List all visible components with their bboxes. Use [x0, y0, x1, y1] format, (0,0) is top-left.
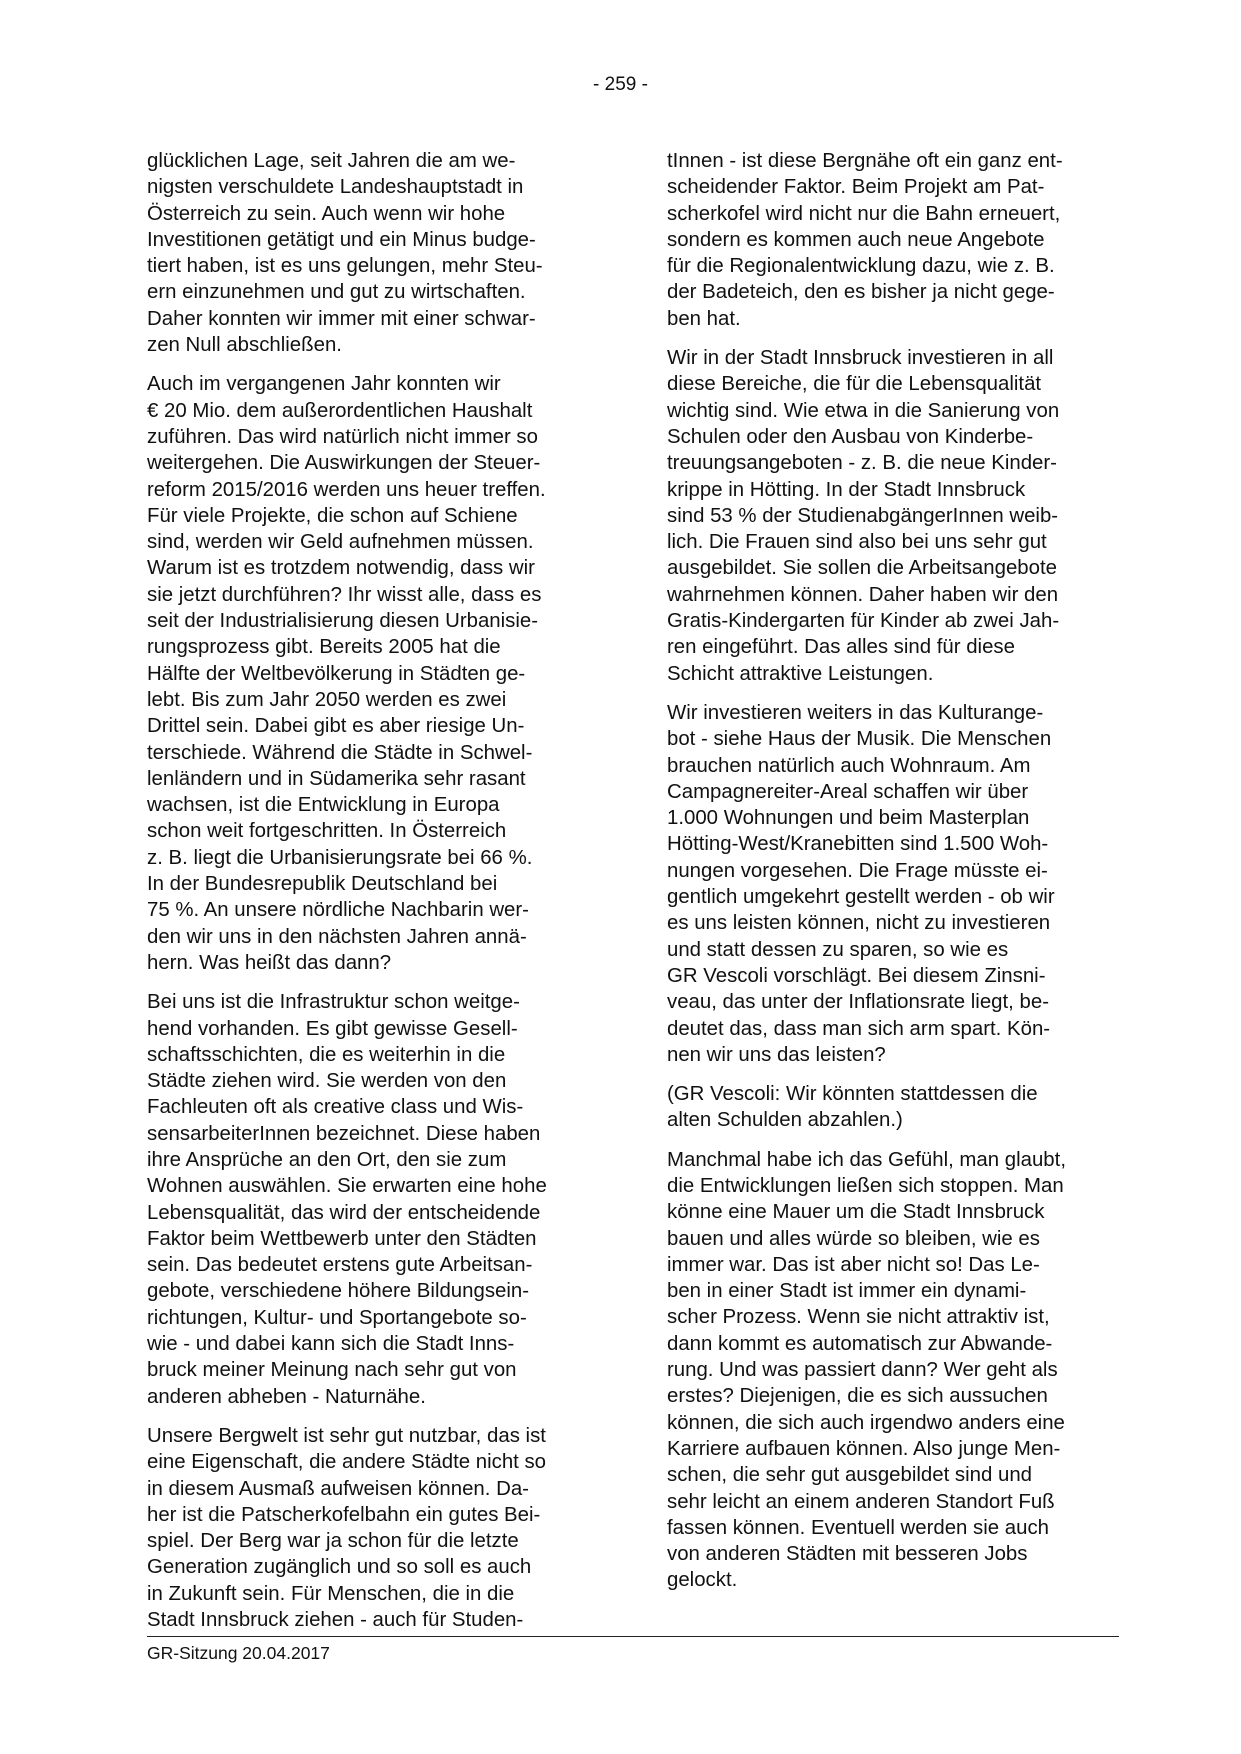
paragraph: Auch im vergangenen Jahr konnten wir € 20 Mio. dem außerordentlichen Haushalt zuführen. Das wird natürlich nicht immer so weitergehen. Die Auswirkungen der Steuer- reform 2015/2016 werden uns heuer treffen. Für viele Projekte, die schon auf Schiene sind, werden wir Geld aufnehmen müssen. Warum ist es trotzdem notwendig, dass wir sie jetzt durchführen? Ihr wisst alle, dass es seit der Industrialisierung diesen Urbanisie- rungsprozess gibt. Bereits 2005 hat die Hälfte der Weltbevölkerung in Städten ge- lebt. Bis zum Jahr 2050 werden es zwei Drittel sein. Dabei gibt es aber riesige Un- terschiede. Während die Städte in Schwel- lenländern und in Südamerika sehr rasant wachsen, ist die Entwicklung in Europa schon weit fortgeschritten. In Österreich z. B. liegt die Urbanisierungsrate bei 66 %. In der Bundesrepublik Deutschland bei 75 %. An unsere nördliche Nachbarin wer- den wir uns in den nächsten Jahren annä- hern. Was heißt das dann? [147, 373, 546, 974]
paragraph: tInnen - ist diese Bergnähe oft ein ganz ent- scheidender Faktor. Beim Projekt am Pat- scherkofel wird nicht nur die Bahn erneuert, sondern es kommen auch neue Angebote für die Regionalentwicklung dazu, wie z. B. der Badeteich, den es bisher ja nicht gege- ben hat. [667, 150, 1063, 330]
paragraph: Manchmal habe ich das Gefühl, man glaubt, die Entwicklungen ließen sich stoppen. Man könne eine Mauer um die Stadt Innsbruck bauen und alles würde so bleiben, wie es immer war. Das ist aber nicht so! Das Le- ben in einer Stadt ist immer ein dynami- scher Prozess. Wenn sie nicht attraktiv ist, dann kommt es automatisch zur Abwande- rung. Und was passiert dann? Wer geht als erstes? Diejenigen, die es sich aussuchen können, die sich auch irgendwo anders eine Karriere aufbauen können. Also junge Men- schen, die sehr gut ausgebildet sind und sehr leicht an einem anderen Standort Fuß fassen können. Eventuell werden sie auch von anderen Städten mit besseren Jobs gelockt. [667, 1148, 1066, 1592]
page-number: - 259 - [593, 74, 648, 95]
footer-divider [147, 1636, 1119, 1637]
left-column [147, 148, 612, 1646]
interjection-paragraph: (GR Vescoli: Wir könnten stattdessen die alten Schulden abzahlen.) [667, 1083, 1038, 1132]
paragraph: Unsere Bergwelt ist sehr gut nutzbar, das ist eine Eigenschaft, die andere Städte nicht so in diesem Ausmaß aufweisen können. Da- her ist die Patscherkofelbahn ein gutes Bei- spiel. Der Berg war ja schon für die letzte Generation zugänglich und so soll es auch in Zukunft sein. Für Menschen, die in die Stadt Innsbruck ziehen - auch für Studen- [147, 1424, 547, 1632]
paragraph: Wir investieren weiters in das Kulturange- bot - siehe Haus der Musik. Die Menschen brauchen natürlich auch Wohnraum. Am Campagnereiter-Areal schaffen wir über 1.000 Wohnungen und beim Masterplan Hötting-West/Kranebitten sind 1.500 Woh- nungen vorgesehen. Die Frage müsste ei- gentlich umgekehrt gestellt werden - ob wir es uns leisten können, nicht zu investieren und statt dessen zu sparen, so wie es GR Vescoli vorschlägt. Bei diesem Zinsni- veau, das unter der Inflationsrate liegt, be- deutet das, dass man sich arm spart. Kön- nen wir uns das leisten? [667, 701, 1055, 1066]
paragraph: glücklichen Lage, seit Jahren die am we- nigsten verschuldete Landeshauptstadt in Österreich zu sein. Auch wenn wir hohe Investitionen getätigt und ein Minus budge- tiert haben, ist es uns gelungen, mehr Steu- ern einzunehmen und gut zu wirtschaften. Daher konnten wir immer mit einer schwar- zen Null abschließen. [147, 150, 543, 357]
paragraph: Bei uns ist die Infrastruktur schon weitge- hend vorhanden. Es gibt gewisse Gesell- schaftsschichten, die es weiterhin in die Städte ziehen wird. Sie werden von den Fachleuten oft als creative class und Wis- sensarbeiterInnen bezeichnet. Diese haben ihre Ansprüche an den Ort, den sie zum Wohnen auswählen. Sie erwarten eine hohe Lebensqualität, das wird der entscheidende Faktor beim Wettbewerb unter den Städten sein. Das bedeutet erstens gute Arbeitsan- gebote, verschiedene höhere Bildungsein- richtungen, Kultur- und Sportangebote so- wie - und dabei kann sich die Stadt Inns- bruck meiner Meinung nach sehr gut von anderen abheben - Naturnähe. [147, 991, 547, 1408]
paragraph: Wir in der Stadt Innsbruck investieren in all diese Bereiche, die für die Lebensqualität wichtig sind. Wie etwa in die Sanierung von Schulen oder den Ausbau von Kinderbe- treuungsangeboten - z. B. die neue Kinder- krippe in Hötting. In der Stadt Innsbruck sind 53 % der StudienabgängerInnen weib- lich. Die Frauen sind also bei uns sehr gut ausgebildet. Sie sollen die Arbeitsangebote wahrnehmen können. Daher haben wir den Gratis-Kindergarten für Kinder ab zwei Jah- ren eingeführt. Das alles sind für diese Schicht attraktive Leistungen. [667, 347, 1060, 685]
right-column [667, 148, 1132, 1607]
footer-session-date: GR-Sitzung 20.04.2017 [147, 1643, 330, 1663]
